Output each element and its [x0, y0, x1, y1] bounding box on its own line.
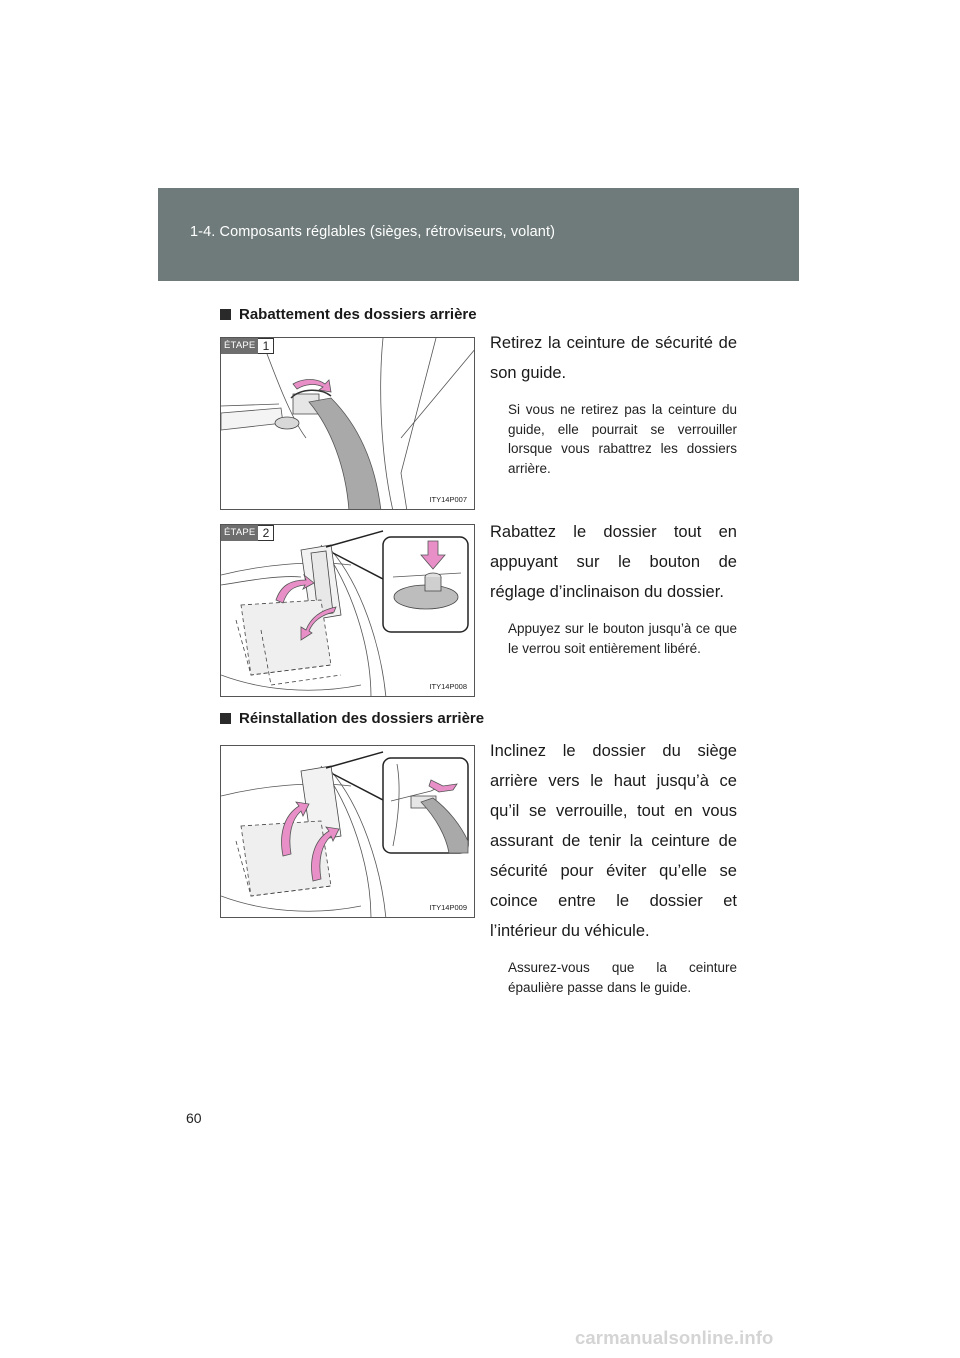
step-badge-number: 1 [258, 338, 274, 354]
figure-code: ITY14P007 [429, 495, 467, 504]
figure-step-1 [220, 337, 475, 510]
reinstall-instruction: Inclinez le dossier du siège arrière vers le haut jusqu’à ce qu’il se verrouille, tout en vous assurant de tenir la ceinture de sécurité pour éviter qu’elle se coince entre le dossier et l’intérieur du véhicule. [490, 742, 737, 940]
section-title-folding [220, 306, 477, 323]
section-title-reinstall [220, 710, 484, 727]
step-2-instruction: Rabattez le dossier tout en appuyant sur le bouton de réglage d’inclinaison du dossier. [490, 523, 737, 601]
step-1-instruction: Retirez la ceinture de sécurité de son guide. [490, 334, 737, 382]
step-2-text [490, 517, 737, 658]
figure-step-2 [220, 524, 475, 697]
step-badge-2 [221, 525, 274, 541]
step-1-text [490, 328, 737, 478]
watermark: carmanualsonline.info [575, 1327, 774, 1348]
square-bullet-icon [220, 309, 231, 320]
step-badge-word: ÉTAPE [221, 338, 258, 354]
seat-fold-illustration [221, 525, 475, 697]
figure-reinstall [220, 745, 475, 918]
step-2-note: Appuyez sur le bouton jusqu’à ce que le verrou soit entièrement libéré. [508, 621, 737, 656]
square-bullet-icon [220, 713, 231, 724]
reinstall-note: Assurez-vous que la ceinture épaulière passe dans le guide. [508, 960, 737, 995]
seat-raise-illustration [221, 746, 475, 918]
chapter-header [158, 188, 799, 281]
chapter-title: 1-4. Composants réglables (sièges, rétroviseurs, volant) [190, 224, 556, 240]
figure-code: ITY14P008 [429, 682, 467, 691]
step-badge-number: 2 [258, 525, 274, 541]
step-badge-1 [221, 338, 274, 354]
seatbelt-guide-illustration [221, 338, 475, 510]
step-1-note: Si vous ne retirez pas la ceinture du guide, elle pourrait se verrouiller lorsque vous rabattrez les dossiers arrière. [508, 402, 737, 476]
step-badge-word: ÉTAPE [221, 525, 258, 541]
section-title-folding-text: Rabattement des dossiers arrière [239, 306, 477, 323]
page-number: 60 [186, 1110, 202, 1126]
section-title-reinstall-text: Réinstallation des dossiers arrière [239, 710, 485, 727]
reinstall-text [490, 736, 737, 997]
figure-code: ITY14P009 [429, 903, 467, 912]
